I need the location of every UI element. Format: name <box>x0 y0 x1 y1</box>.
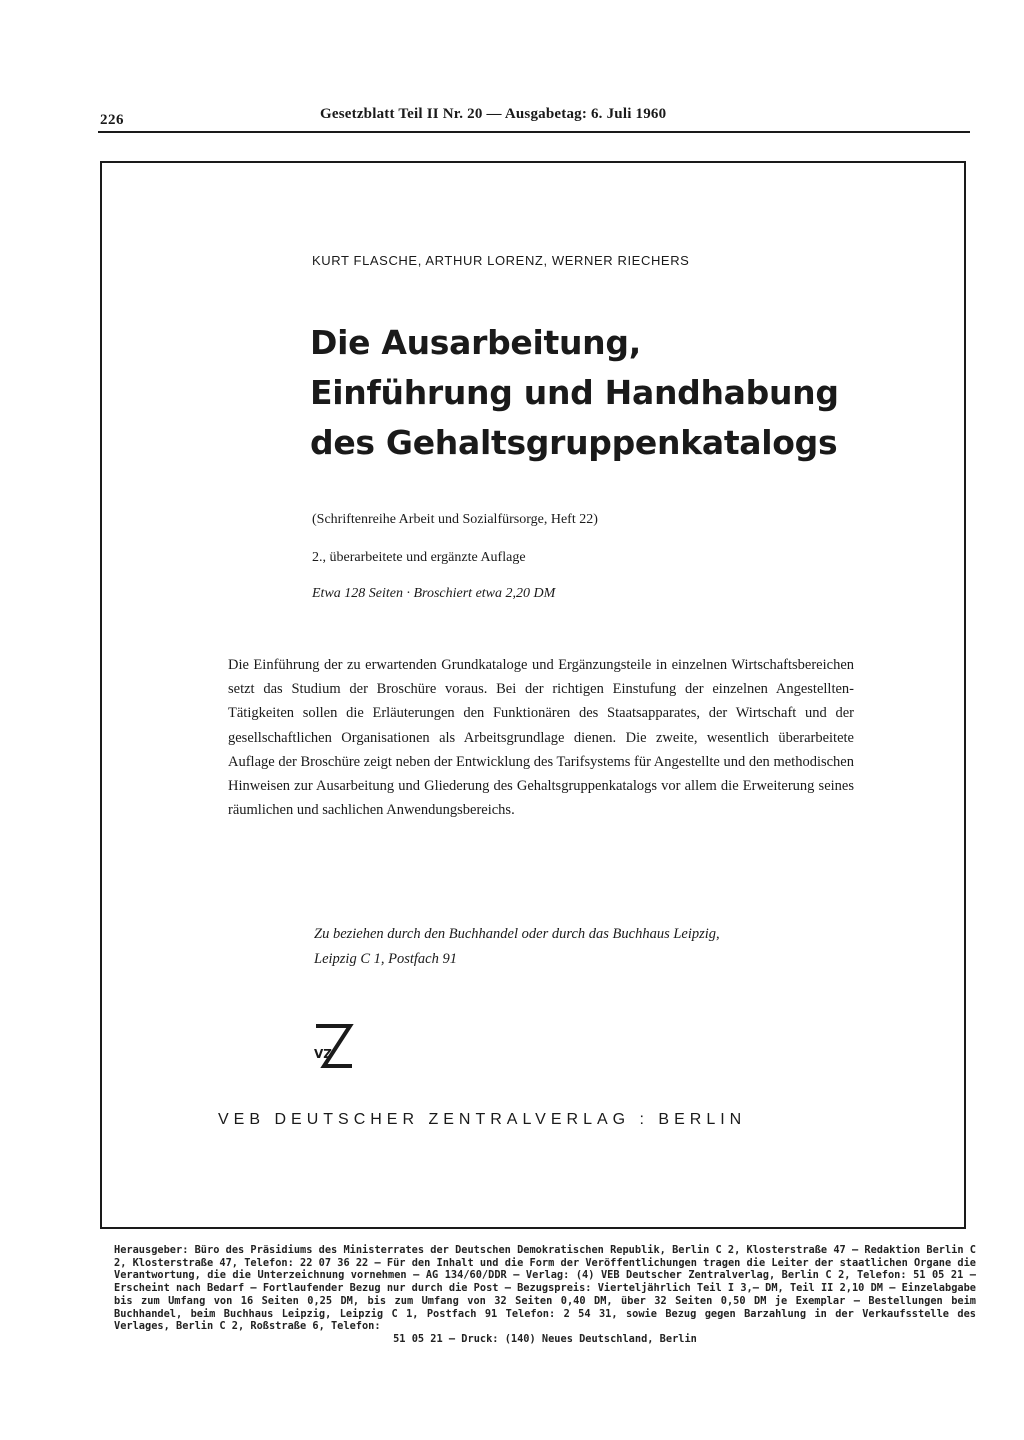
book-edition: 2., überarbeitete und ergänzte Auflage <box>312 550 526 565</box>
book-description: Die Einführung der zu erwartenden Grundkataloge und Ergänzungsteile in einzelnen Wirtschaftsbereichen setzt das Studium der Broschüre voraus. Bei der richtigen Einstufung der einzelnen Angestellten-Tätigkeiten sollen die Erläuterungen den Funktionären des Staatsapparates, der Wirtschaft und der gesellschaftlichen Organisationen als Arbeitsgrundlage dienen. Die zweite, wesentlich überarbeitete Auflage der Broschüre zeigt neben der Entwicklung des Tarifsystems für Angestellte und den methodischen Hinweisen zur Ausarbeitung und Gliederung des Gehaltsgruppenkatalogs vor allem die Erweiterung seines räumlichen und sachlichen Anwendungsbereichs. <box>228 657 854 819</box>
imprint-last-line: 51 05 21 — Druck: (140) Neues Deutschland, Berlin <box>393 1332 697 1345</box>
book-title-line: Die Ausarbeitung, <box>310 323 641 362</box>
running-title: Gesetzblatt Teil II Nr. 20 — Ausgabetag: 6. Juli 1960 <box>320 106 667 122</box>
publisher-logo <box>310 1022 356 1072</box>
book-authors: KURT FLASCHE, ARTHUR LORENZ, WERNER RIECHERS <box>312 253 690 268</box>
book-price: Etwa 128 Seiten · Broschiert etwa 2,20 DM <box>312 586 556 601</box>
book-title-line: des Gehaltsgruppenkatalogs <box>310 423 838 462</box>
publisher-logo-text: VZ <box>314 1047 332 1061</box>
book-series: (Schriftenreihe Arbeit und Sozialfürsorge, Heft 22) <box>312 512 598 527</box>
imprint <box>114 1244 976 1346</box>
order-note-line: Zu beziehen durch den Buchhandel oder durch das Buchhaus Leipzig, <box>314 926 720 942</box>
order-note-line: Leipzig C 1, Postfach 91 <box>314 951 457 967</box>
imprint-text: Herausgeber: Büro des Präsidiums des Ministerrates der Deutschen Demokratischen Republik, Berlin C 2, Klosterstraße 47 — Redaktion Berlin C 2, Klosterstraße 47, Telefon: 22 07 36 22 — Für den Inhalt und die Form der Veröffentlichungen tragen die Leiter der staatlichen Organe die Verantwortung, die die Unterzeichnung vornehmen — AG 134/60/DDR — Verlag: (4) VEB Deutscher Zentralverlag, Berlin C 2, Telefon: 51 05 21 — Erscheint nach Bedarf — Fortlaufender Bezug nur durch die Post — Bezugspreis: Vierteljährlich Teil I 3,— DM, Teil II 2,10 DM — Einzelabgabe bis zum Umfang von 16 Seiten 0,25 DM, bis zum Umfang von 32 Seiten 0,40 DM, über 32 Seiten 0,50 DM je Exemplar — Bestellungen beim Buchhandel, beim Buchhaus Leipzig, Leipzig C 1, Postfach 91 Telefon: 2 54 31, sowie Bezug gegen Barzahlung in der Verkaufsstelle des Verlages, Berlin C 2, Roßstraße 6, Telefon: <box>114 1244 976 1333</box>
book-title <box>310 318 890 468</box>
publisher-name: VEB DEUTSCHER ZENTRALVERLAG : BERLIN <box>218 1111 747 1128</box>
header-divider <box>98 131 970 133</box>
book-title-line: Einführung und Handhabung <box>310 373 839 412</box>
order-note <box>314 922 874 972</box>
page-number: 226 <box>100 112 124 128</box>
